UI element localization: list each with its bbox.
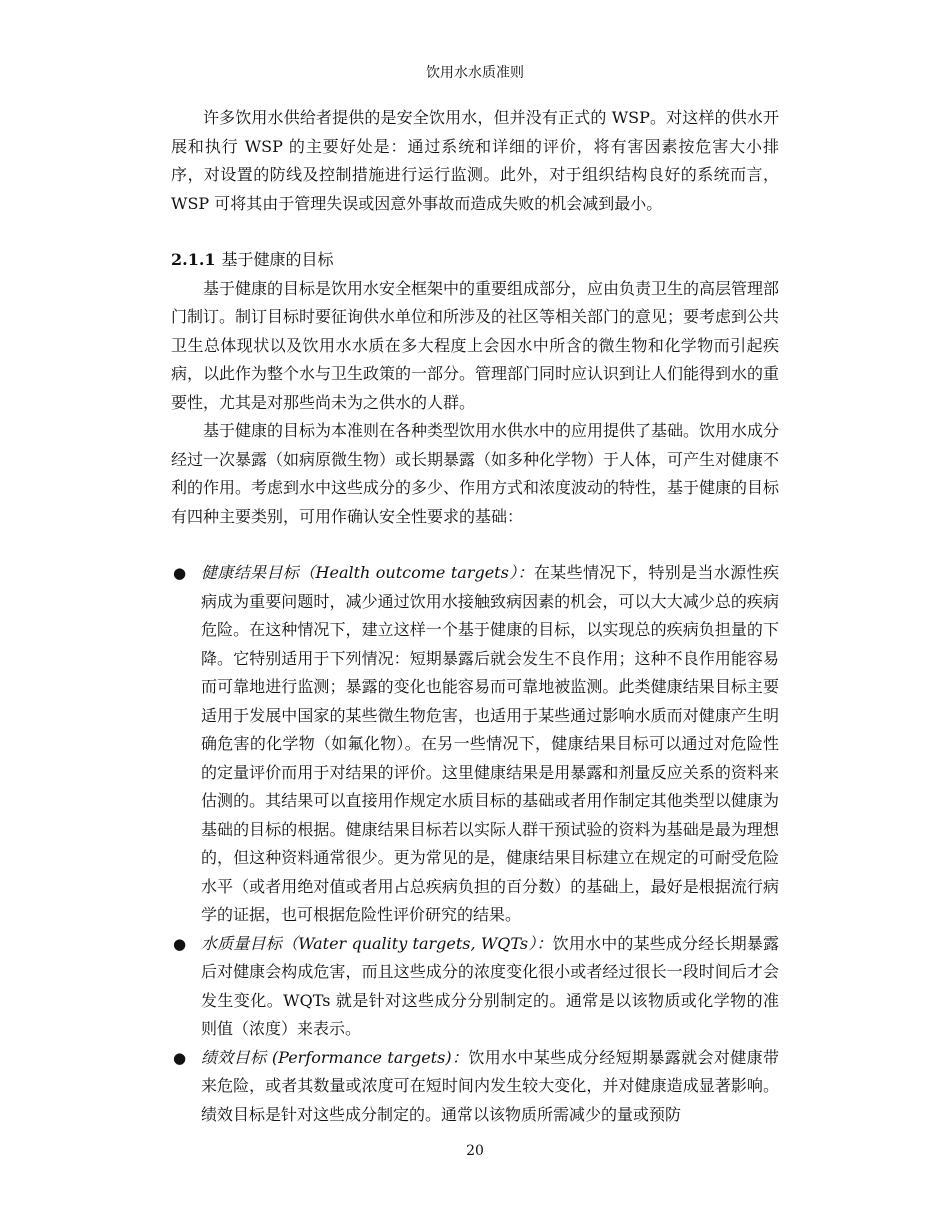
section-heading	[171, 246, 779, 275]
section-number: 2.1.1	[171, 250, 216, 269]
bullet-icon: ●	[173, 564, 187, 582]
list-item-text: 饮用水中某些成分经短期暴露就会对健康带来危险，或者其数量或浓度可在短时间内发生较大变化，并对健康造成显著影响。绩效目标是针对这些成分制定的。通常以该物质所需减少的量或预防	[201, 1047, 779, 1124]
list-item-term: 健康结果目标（Health outcome targets）：	[201, 563, 534, 582]
bullet-icon: ●	[173, 1048, 187, 1067]
section-title: 基于健康的目标	[221, 250, 334, 269]
page-body	[171, 104, 779, 1129]
list-item	[171, 559, 779, 930]
bullet-icon: ●	[173, 934, 187, 953]
target-types-list	[171, 559, 779, 1129]
page-number: 20	[466, 1143, 484, 1159]
list-item-text: 在某些情况下，特别是当水源性疾病成为重要问题时，减少通过饮用水接触致病因素的机会，可以大大减少总的疾病危险。在这种情况下，建立这样一个基于健康的目标，以实现总的疾病负担量的下降。它特别适用于下列情况：短期暴露后就会发生不良作用；这种不良作用能容易而可靠地进行监测；暴露的变化也能容易而可靠地被监测。此类健康结果目标主要适用于发展中国家的某些微生物危害，也适用于某些通过影响水质而对健康产生明确危害的化学物（如氟化物）。在另一些情况下，健康结果目标可以通过对危险性的定量评价而用于对结果的评价。这里健康结果是用暴露和剂量反应关系的资料来估测的。其结果可以直接用作规定水质目标的基础或者用作制定其他类型以健康为基础的目标的根据。健康结果目标若以实际人群干预试验的资料为基础是最为理想的，但这种资料通常很少。更为常见的是，健康结果目标建立在规定的可耐受危险水平（或者用绝对值或者用占总疾病负担的百分数）的基础上，最好是根据流行病学的证据，也可根据危险性评价研究的结果。	[201, 563, 779, 924]
list-item-term: 水质量目标（Water quality targets, WQTs）：	[201, 933, 553, 953]
section-paragraph: 基于健康的目标为本准则在各种类型饮用水供水中的应用提供了基础。饮用水成分经过一次暴露（如病原微生物）或长期暴露（如多种化学物）于人体，可产生对健康不利的作用。考虑到水中这些成分的多少、作用方式和浓度波动的特性，基于健康的目标有四种主要类别，可用作确认安全性要求的基础：	[171, 421, 780, 526]
section-paragraph: 基于健康的目标是饮用水安全框架中的重要组成部分，应由负责卫生的高层管理部门制订。制订目标时要征询供水单位和所涉及的社区等相关部门的意见；要考虑到公共卫生总体现状以及饮用水水质在多大程度上会因水中所含的微生物和化学物而引起疾病，以此作为整个水与卫生政策的一部分。管理部门同时应认识到让人们能得到水的重要性，尤其是对那些尚未为之供水的人群。	[171, 278, 780, 412]
intro-paragraph: 许多饮用水供给者提供的是安全饮用水，但并没有正式的 WSP。对这样的供水开展和执行 WSP 的主要好处是：通过系统和详细的评价，将有害因素按危害大小排序，对设置的防线及控制措施进行运行监测。此外，对于组织结构良好的系统而言，WSP 可将其由于管理失误或因意外事故而造成失败的机会减到最小。	[171, 108, 779, 213]
list-item-term: 绩效目标 (Performance targets)：	[201, 1047, 469, 1067]
list-item-text: 饮用水中的某些成分经长期暴露后对健康会构成危害，而且这些成分的浓度变化很小或者经过很长一段时间后才会发生变化。WQTs 就是针对这些成分分别制定的。通常是以该物质或化学物的准则值（浓度）来表示。	[201, 933, 779, 1038]
running-header: 饮用水水质准则	[426, 65, 524, 81]
list-item	[171, 930, 779, 1044]
list-item	[171, 1044, 779, 1130]
